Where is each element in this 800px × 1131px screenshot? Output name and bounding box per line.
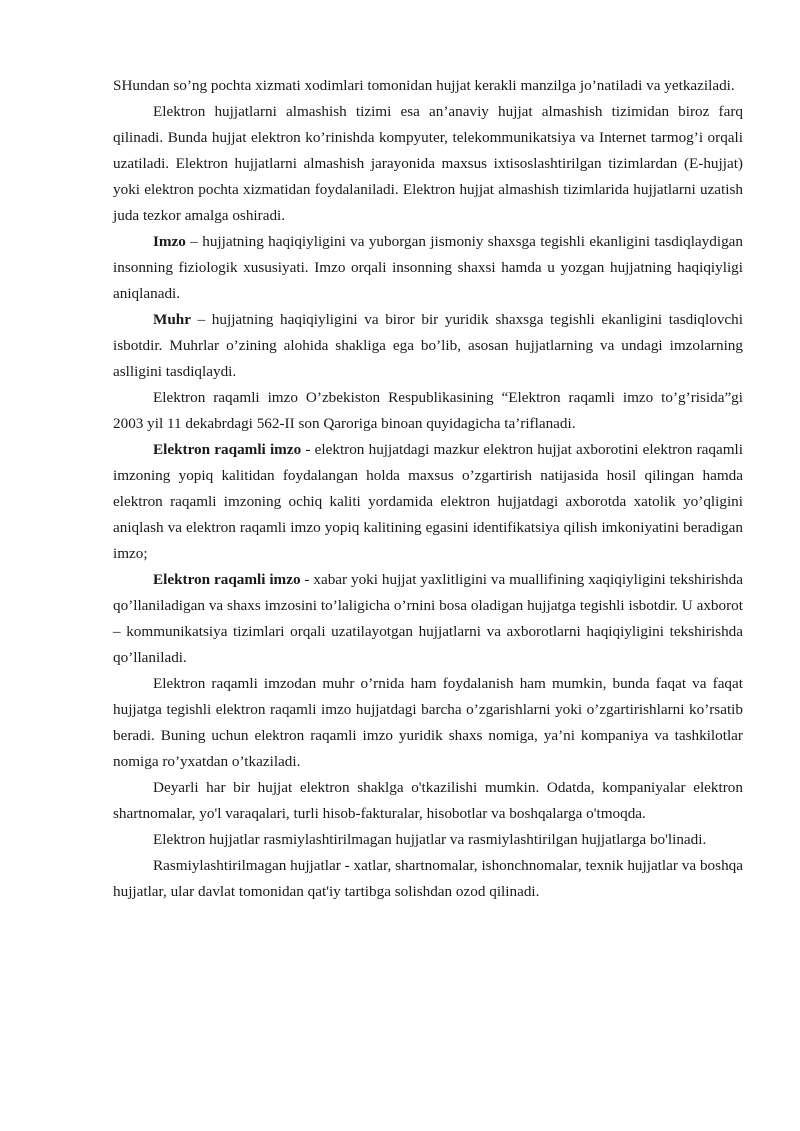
paragraph-eri-definition-2 <box>113 567 743 671</box>
paragraph-eri-definition-1 <box>113 437 743 567</box>
paragraph-electronic-exchange <box>113 99 743 229</box>
paragraph-text: Elektron hujjatlarni almashish tizimi esa an’anaviy hujjat almashish tizimidan biroz farq qilinadi. Bunda hujjat elektron ko’rinishda kompyuter, telekommunikatsiya va Internet tarmog’i orqali uzatiladi. Elektron hujjatlarni almashish jarayonida maxsus ixtisoslashtirilgan tizimlardan (E-hujjat) yoki elektron pochta xizmatidan foydalaniladi. Elektron hujjat almashish tizimlarida hujjatlarni uzatish juda tezkor amalga oshiradi. <box>113 103 743 224</box>
term-electronic-signature: Elektron raqamli imzo <box>153 441 302 458</box>
paragraph-informal-documents <box>113 853 743 905</box>
paragraph-text: Rasmiylashtirilmagan hujjatlar - xatlar, shartnomalar, ishonchnomalar, texnik hujjatlar va boshqa hujjatlar, ular davlat tomonidan qat'iy tartibga solishdan ozod qilinadi. <box>113 857 743 900</box>
paragraph-text: – hujjatning haqiqiyligini va biror bir yuridik shaxsga tegishli ekanligini tasdiqlovchi isbotdir. Muhrlar o’zining alohida shakliga ega bo’lib, asosan hujjatlarning va undagi imzolarning aslligini tasdiqlaydi. <box>113 311 743 380</box>
paragraph-eri-as-seal <box>113 671 743 775</box>
paragraph-law-reference <box>113 385 743 437</box>
term-imzo: Imzo <box>153 233 186 250</box>
term-muhr: Muhr <box>153 311 191 328</box>
paragraph-text: SHundan so’ng pochta xizmati xodimlari tomonidan hujjat kerakli manzilga jo’natiladi va yetkaziladi. <box>113 77 735 94</box>
paragraph-imzo-definition <box>113 229 743 307</box>
paragraph-document-types <box>113 827 743 853</box>
document-page <box>113 73 743 905</box>
paragraph-text: - xabar yoki hujjat yaxlitligini va muallifining xaqiqiyligini tekshirishda qo’llaniladigan va shaxs imzosini to’laligicha o’rnini bosa oladigan hujjatga tegishli isbotdir. U axborot – kommunikatsiya tizimlari orqali uzatilayotgan hujjatlarni va axborotlarni haqiqiyligini tekshirishda qo’llaniladi. <box>113 571 743 666</box>
paragraph-text: - elektron hujjatdagi mazkur elektron hujjat axborotini elektron raqamli imzoning yopiq kalitidan foydalangan holda maxsus o’zgartirish natijasida hosil qilingan hamda elektron raqamli imzoning ochiq kaliti yordamida elektron hujjatdagi axborotda xatolik yo’qligini aniqlash va elektron raqamli imzo yopiq kalitining egasini identifikatsiya qilish imkoniyatini beradigan imzo; <box>113 441 744 562</box>
paragraph-muhr-definition <box>113 307 743 385</box>
paragraph-text: Elektron hujjatlar rasmiylashtirilmagan hujjatlar va rasmiylashtirilgan hujjatlarga bo'linadi. <box>153 831 707 848</box>
paragraph-text: – hujjatning haqiqiyligini va yuborgan jismoniy shaxsga tegishli ekanligini tasdiqlaydigan insonning fiziologik xususiyati. Imzo orqali insonning shaxsi hamda u yozgan hujjatning haqiqiyligi aniqlanadi. <box>113 233 743 302</box>
paragraph-continuation <box>113 73 743 99</box>
paragraph-text: Elektron raqamli imzodan muhr o’rnida ham foydalanish ham mumkin, bunda faqat va faqat hujjatga tegishli elektron raqamli imzo hujjatdagi barcha o’zgarishlarni yoki o’zgartirishlarni ko’rsatib beradi. Buning uchun elektron raqamli imzo yuridik shaxs nomiga, ya’ni kompaniya va tashkilotlar nomiga ro’yxatdan o’tkaziladi. <box>113 675 743 770</box>
term-electronic-signature: Elektron raqamli imzo <box>153 571 301 588</box>
paragraph-text: Deyarli har bir hujjat elektron shaklga o'tkazilishi mumkin. Odatda, kompaniyalar elektron shartnomalar, yo'l varaqalari, turli hisob-fakturalar, hisobotlar va boshqalarga o'tmoqda. <box>113 779 743 822</box>
paragraph-text: Elektron raqamli imzo O’zbekiston Respublikasining “Elektron raqamli imzo to’g’risida”gi 2003 yil 11 dekabrdagi 562-II son Qaroriga binoan quyidagicha ta’riflanadi. <box>113 389 743 432</box>
paragraph-electronic-forms <box>113 775 743 827</box>
